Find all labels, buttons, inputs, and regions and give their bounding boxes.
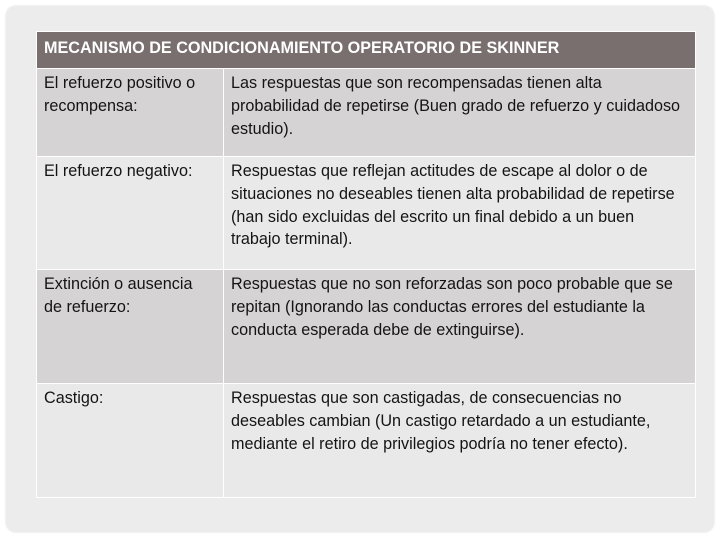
skinner-table [36,31,696,498]
row-description: Respuestas que son castigadas, de consecuencias no deseables cambian (Un castigo retardado a un estudiante, mediante el retiro de privilegios podría no tener efecto). [224,384,696,498]
slide [6,6,714,532]
row-description: Respuestas que reflejan actitudes de escape al dolor o de situaciones no deseables tienen alta probabilidad de repetirse (han sido excluidas del escrito un final debido a un buen trabajo terminal). [224,157,696,270]
row-description: Respuestas que no son reforzadas son poco probable que se repitan (Ignorando las conductas errores del estudiante la conducta esperada debe de extinguirse). [224,270,696,384]
table-header-row [37,32,696,69]
table-row [37,384,696,498]
table-row [37,157,696,270]
table-row [37,270,696,384]
row-term: El refuerzo positivo o recompensa: [37,69,224,157]
row-term: Castigo: [37,384,224,498]
table-title: MECANISMO DE CONDICIONAMIENTO OPERATORIO DE SKINNER [37,32,696,69]
row-description: Las respuestas que son recompensadas tienen alta probabilidad de repetirse (Buen grado de refuerzo y cuidadoso estudio). [224,69,696,157]
row-term: Extinción o ausencia de refuerzo: [37,270,224,384]
table-row [37,69,696,157]
row-term: El refuerzo negativo: [37,157,224,270]
